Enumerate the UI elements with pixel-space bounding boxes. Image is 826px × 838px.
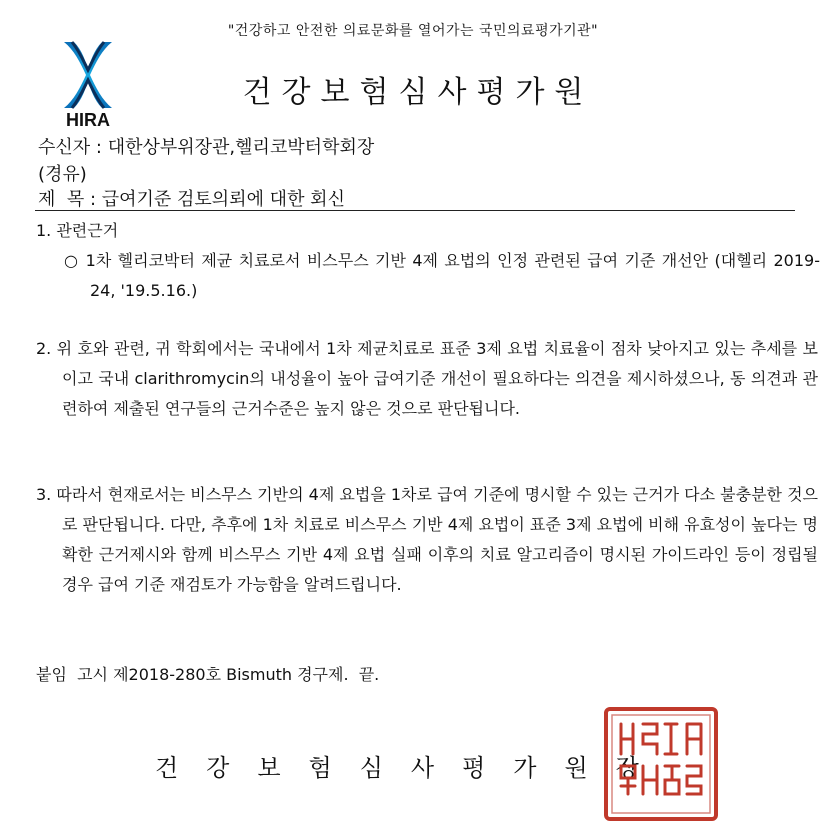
slogan: "건강하고 안전한 의료문화를 열어가는 국민의료평가기관" xyxy=(227,23,599,39)
via-line: (경유) xyxy=(38,164,87,185)
recipient-label: 수신자 : xyxy=(38,137,102,158)
seal-icon xyxy=(603,706,719,822)
item-1-title: 1. 관련근거 xyxy=(36,221,119,240)
item-2: 2. 위 호와 관련, 귀 학회에서는 국내에서 1차 제균치료로 표준 3제 요법 치료율이 점차 낮아지고 있는 추세를 보이고 국내 clarithromycin의 내성율이 높아 급여기준 개선이 필요하다는 의견을 제시하셨으나, 동 의견과 관련하여 제출된 연구들의 근거수준은 높지 않은 것으로 판단됩니다. xyxy=(36,339,818,418)
signature: 건강보험심사평가원장 xyxy=(155,754,667,782)
item-1-sub: ○ 1차 헬리코박터 제균 치료로서 비스무스 기반 4제 요법의 인정 관련된 급여 기준 개선안 (대헬리 2019-24, '19.5.16.) xyxy=(64,251,820,300)
item-3: 3. 따라서 현재로서는 비스무스 기반의 4제 요법을 1차로 급여 기준에 명시할 수 있는 근거가 다소 불충분한 것으로 판단됩니다. 다만, 추후에 1차 치료로 비스무스 기반 4제 요법이 표준 3제 요법에 비해 유효성이 높다는 명확한 근거제시와 함께 비스무스 기반 4제 요법 실패 이후의 치료 알고리즘이 명시된 가이드라인 등이 정립될 경우 급여 기준 재검토가 가능함을 알려드립니다. xyxy=(36,485,818,594)
hira-logo-text: HIRA xyxy=(66,110,110,130)
org-title: 건강보험심사평가원 xyxy=(242,75,594,110)
header-rule xyxy=(35,210,795,211)
subject-value: 급여기준 검토의뢰에 대한 회신 xyxy=(101,189,345,210)
subject-label: 제 목 : xyxy=(38,189,97,210)
recipient-value: 대한상부위장관,헬리코박터학회장 xyxy=(107,137,375,158)
official-seal xyxy=(603,706,719,822)
attachment-line: 붙임 고시 제2018-280호 Bismuth 경구제. 끝. xyxy=(36,665,380,684)
subject-line xyxy=(38,185,345,211)
recipient-line xyxy=(38,133,374,159)
